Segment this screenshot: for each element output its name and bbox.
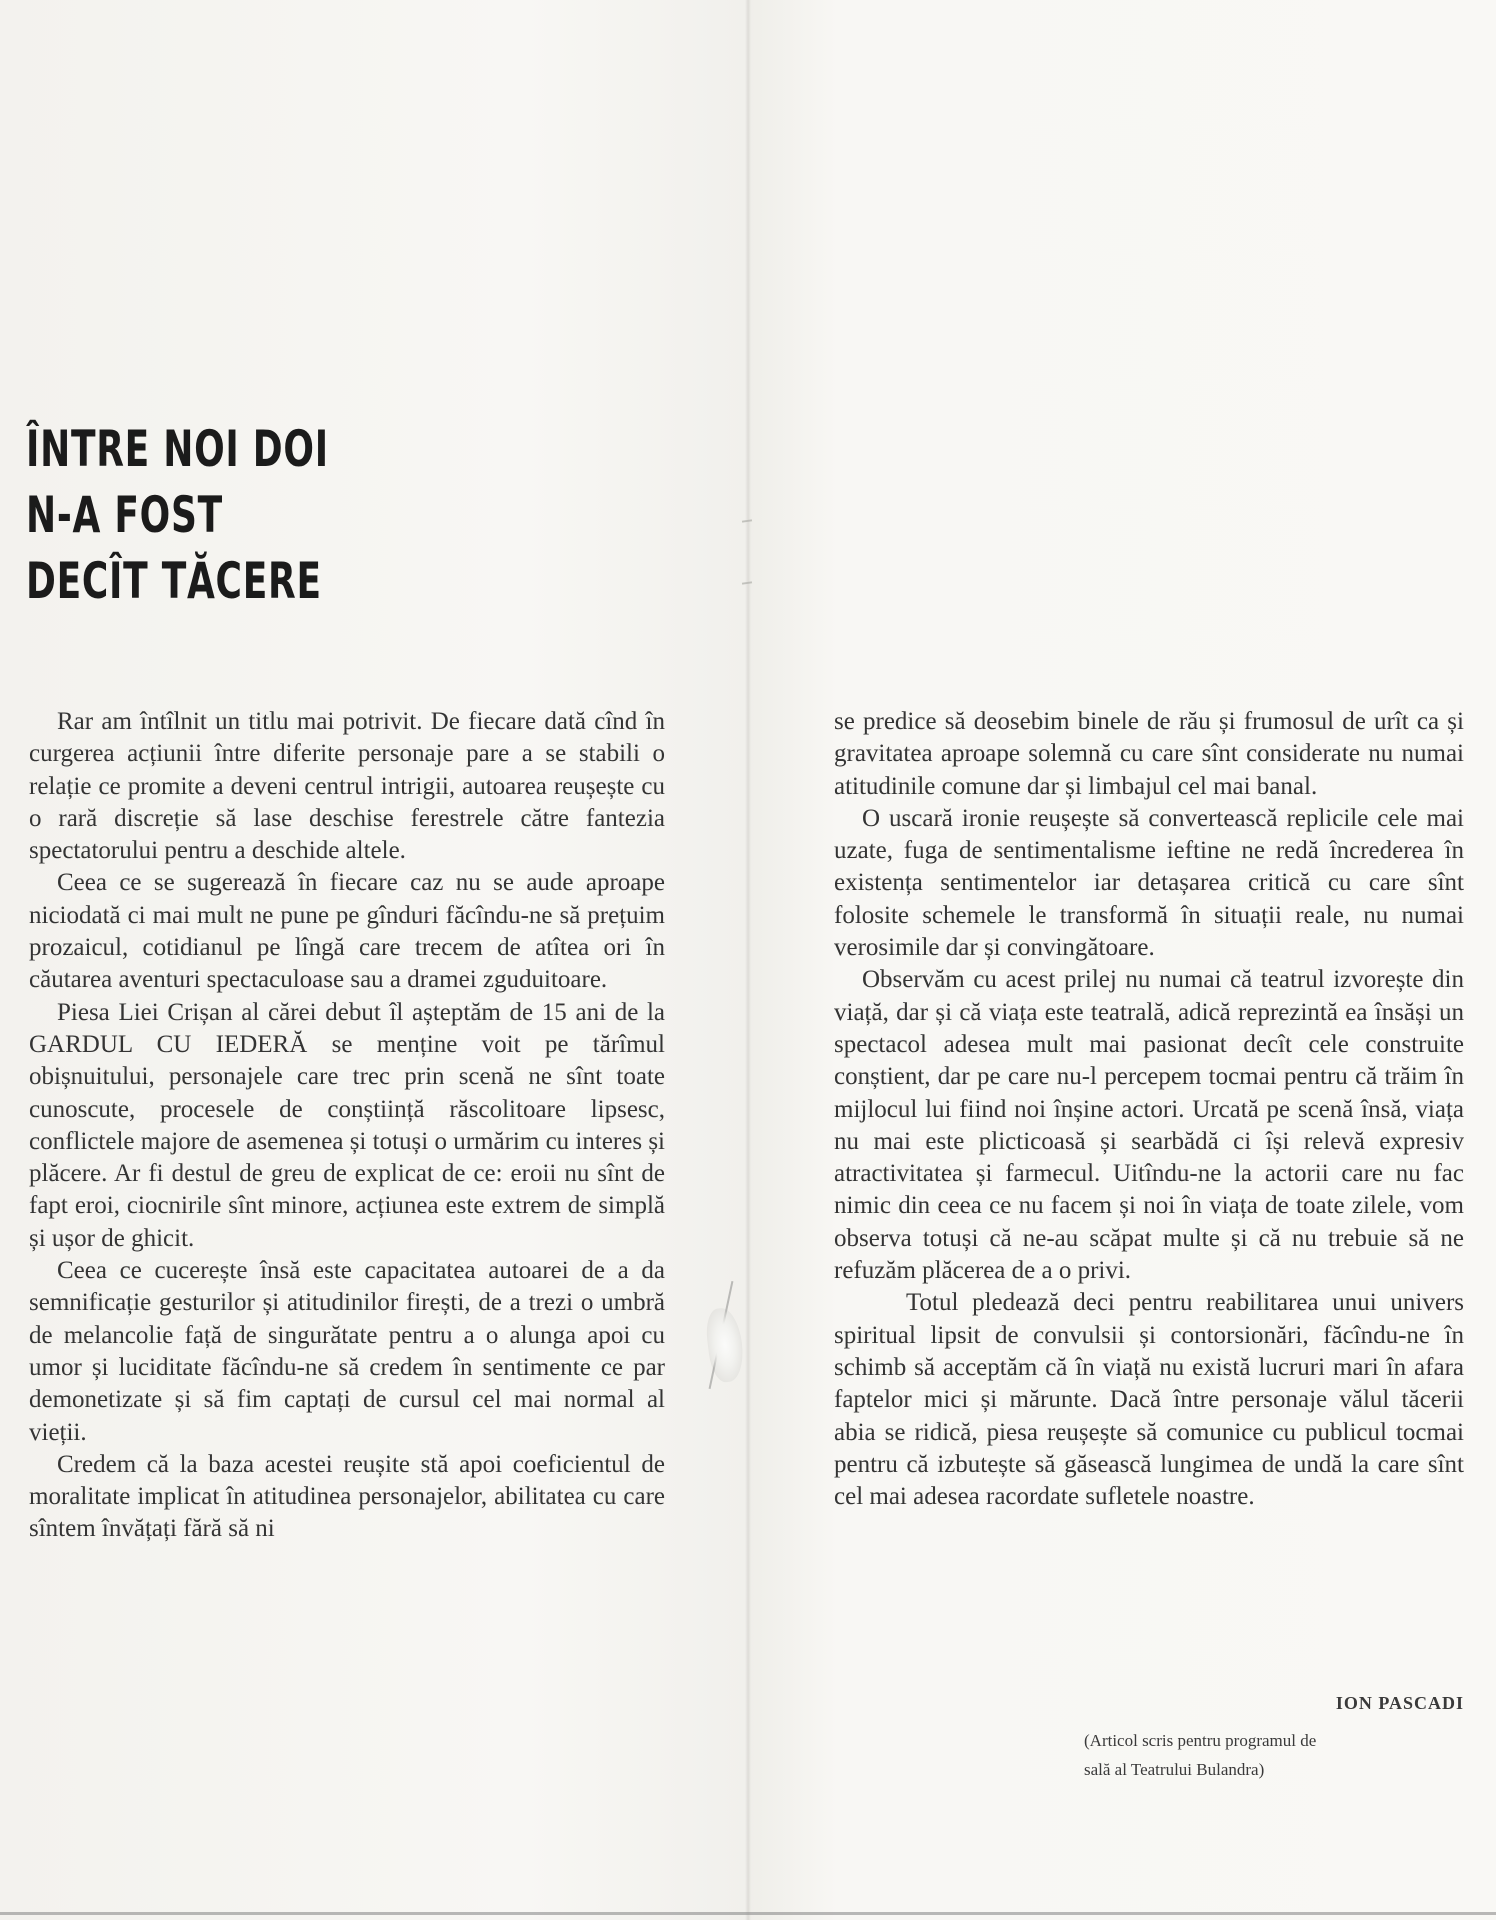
paragraph: Ceea ce cucerește însă este capacitatea autoarei de a da semnificație gesturilor și atitudinilor firești, de a trezi o umbră de melancolie față de singurătate pentru a o alunga apoi cu umor și luciditate făcîndu-ne să credem în sentimente ce par demonetizate și să fim captați de cursul cel mai normal al vieții. [29, 1257, 665, 1446]
source-note-line-2: sală al Teatrului Bulandra) [1084, 1760, 1265, 1779]
left-text-column [29, 706, 665, 1546]
paragraph: Piesa Liei Crișan al cărei debut îl așteptăm de 15 ani de la GARDUL CU IEDERĂ se menține voit pe tărîmul obișnuitului, personajele care trec prin scenă ne sînt toate cunoscute, procesele de conștiință răscolitoare lipsesc, conflictele majore de asemenea și totuși o urmărim cu interes și plăcere. Ar fi destul de greu de explicat de ce: eroii nu sînt de fapt eroi, ciocnirile sînt minore, acțiunea este extrem de simplă și ușor de ghicit. [29, 998, 665, 1252]
paragraph: Ceea ce se sugerează în fiecare caz nu se aude aproape niciodată ci mai mult ne pune pe gînduri făcîndu-ne să prețuim prozaicul, cotidianul pe lîngă care trecem de atîtea ori în căutarea aventuri spectaculoase sau a dramei zguduitoare. [29, 869, 665, 994]
paragraph: Totul pledează deci pentru reabilitarea unui univers spiritual lipsit de convulsii și contorsionări, făcîndu-ne în schimb să acceptăm că în viață nu există lucruri mari în afara faptelor mici și mărunte. Dacă între personaje vălul tăcerii abia se ridică, piesa reușește să comunice cu publicul tocmai pentru că izbutește să găsească lungimea de undă la care sînt cel mai adesea racordate sufletele noastre. [834, 1289, 1464, 1511]
paragraph: se predice să deosebim binele de rău și frumosul de urît ca și gravitatea aproape solemnă cu care sînt considerate nu numai atitudinile comune dar și limbajul cel mai banal. [834, 708, 1464, 800]
paragraph: Credem că la baza acestei reușite stă apoi coeficientul de moralitate implicat în atitudinea personajelor, abilitatea cu care sîntem învățați fără să ni [29, 1450, 665, 1543]
title-line-1: ÎNTRE NOI DOI [26, 420, 329, 478]
title-line-2: N-A FOST [26, 486, 223, 544]
bottom-edge-line [0, 1912, 1496, 1915]
paragraph: Rar am întîlnit un titlu mai potrivit. De fiecare dată cînd în curgerea acțiunii între diferite personaje pare a se stabili o relație ce promite a deveni centrul intrigii, autoarea reușește cu o rară discreție să lase deschise ferestrele către fantezia spectatorului pentru a deschide altele. [29, 708, 665, 865]
source-note [1084, 1726, 1464, 1784]
article-title [26, 416, 329, 614]
right-text-column [834, 706, 1464, 1513]
page-fold [745, 0, 751, 1920]
paragraph: Observăm cu acest prilej nu numai că teatrul izvorește din viață, dar și că viața este teatrală, adică reprezintă ea însăși un spectacol adesea mult mai pasionat decît cele construite conștient, dar pe care nu-l percepem tocmai pentru că trăim în mijlocul lui fiind noi înșine actori. Urcată pe scenă însă, viața nu mai este plicticoasă și searbădă ci își relevă expresiv atractivitatea și farmecul. Uitîndu-ne la actorii care nu fac nimic din ceea ce nu facem și noi în viața de toate zilele, vom observa totuși că ne-au scăpat multe și că nu trebuie să ne refuzăm plăcerea de a o privi. [834, 966, 1464, 1285]
right-page [748, 0, 1496, 1920]
source-note-line-1: (Articol scris pentru programul de [1084, 1731, 1317, 1750]
title-line-3: DECÎT TĂCERE [26, 552, 322, 610]
author-name: ION PASCADI [1335, 1693, 1464, 1713]
paragraph: O uscară ironie reușește să convertească replicile cele mai uzate, fuga de sentimentalisme ieftine ne redă încrederea în existența sentimentelor iar detașarea critică cu care sînt folosite schemele le transformă în situații reale, nu numai verosimile dar și convingătoare. [834, 804, 1464, 962]
